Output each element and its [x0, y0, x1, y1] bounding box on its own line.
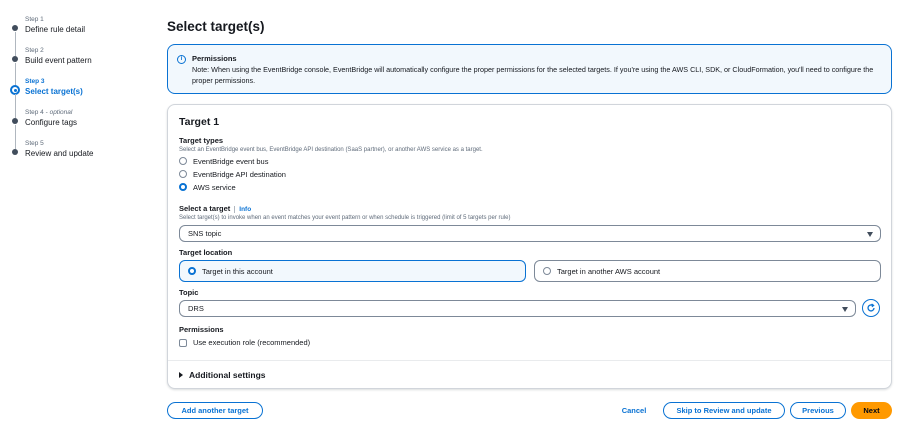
info-circle-icon: i — [177, 55, 186, 64]
alert-body: Note: When using the EventBridge console, EventBridge will automatically configure the proper permissions for the selected targets. If you're using the AWS CLI, SDK, or CloudFormation, you'll need to configure the proper permissions. — [192, 65, 874, 85]
step-dot — [12, 118, 18, 124]
tile-label: Target in another AWS account — [557, 266, 661, 276]
step-number — [25, 105, 160, 117]
step-name: Configure tags — [25, 118, 78, 127]
execution-role-checkbox[interactable] — [179, 339, 187, 347]
previous-button[interactable]: Previous — [790, 402, 846, 419]
step-dot — [12, 56, 18, 62]
tile-this-account[interactable] — [179, 260, 526, 282]
step-name: Define rule detail — [25, 25, 86, 34]
caret-down-icon — [867, 232, 873, 237]
step-4[interactable] — [10, 105, 160, 136]
topic-select-value: DRS — [188, 304, 204, 313]
radio-label: EventBridge event bus — [193, 156, 269, 166]
target-title: Target 1 — [179, 116, 220, 128]
target-select[interactable] — [179, 225, 881, 242]
radio-button-selected[interactable] — [188, 267, 196, 275]
step-1[interactable] — [10, 12, 160, 43]
step-number-text: Step 4 - — [25, 109, 50, 116]
radio-button-selected[interactable] — [179, 183, 187, 191]
target-types-label: Target types — [179, 136, 224, 145]
radio-api-destination[interactable] — [179, 168, 286, 180]
caret-down-icon — [842, 307, 848, 312]
topic-label: Topic — [179, 288, 199, 297]
step-number: Step 2 — [25, 47, 44, 54]
step-optional: optional — [49, 109, 73, 116]
additional-settings-toggle[interactable] — [179, 370, 266, 380]
step-number: Step 1 — [25, 16, 44, 23]
radio-aws-service[interactable] — [179, 181, 236, 193]
radio-button[interactable] — [179, 157, 187, 165]
select-target-label-text: Select a target — [179, 204, 231, 213]
select-target-label — [179, 204, 251, 213]
target-location-label: Target location — [179, 248, 233, 257]
step-number: Step 3 — [25, 78, 45, 85]
add-another-target-button[interactable]: Add another target — [167, 402, 263, 419]
target-types-description: Select an EventBridge event bus, EventBridge API destination (SaaS partner), or another AWS service as a target. — [179, 147, 483, 153]
skip-to-review-button[interactable]: Skip to Review and update — [663, 402, 785, 419]
step-name: Build event pattern — [25, 56, 92, 65]
step-dot — [12, 149, 18, 155]
refresh-button[interactable] — [862, 299, 880, 317]
radio-event-bus[interactable] — [179, 155, 268, 167]
radio-label: AWS service — [193, 182, 236, 192]
target-card — [167, 104, 892, 389]
alert-title: Permissions — [192, 54, 237, 63]
cancel-button[interactable]: Cancel — [616, 402, 652, 419]
caret-right-icon — [179, 372, 183, 378]
info-link[interactable]: Info — [234, 206, 251, 213]
tile-another-account[interactable] — [534, 260, 881, 282]
tile-label: Target in this account — [202, 266, 273, 276]
step-number: Step 5 — [25, 140, 44, 147]
target-select-value: SNS topic — [188, 229, 222, 238]
radio-button[interactable] — [543, 267, 551, 275]
next-button[interactable]: Next — [851, 402, 892, 419]
step-dot — [12, 25, 18, 31]
step-2[interactable] — [10, 43, 160, 74]
additional-settings-label: Additional settings — [189, 370, 266, 380]
step-name: Review and update — [25, 149, 94, 158]
select-target-description: Select target(s) to invoke when an event matches your event pattern or when schedule is triggered (limit of 5 targets per rule) — [179, 215, 511, 221]
refresh-icon — [866, 303, 876, 313]
page-title: Select target(s) — [167, 19, 265, 34]
execution-role-checkbox-row[interactable] — [179, 338, 310, 347]
step-5[interactable] — [10, 136, 160, 167]
step-3 — [10, 74, 160, 105]
checkbox-label: Use execution role (recommended) — [193, 338, 311, 347]
radio-label: EventBridge API destination — [193, 169, 286, 179]
radio-button[interactable] — [179, 170, 187, 178]
permissions-alert — [167, 44, 892, 94]
topic-select[interactable] — [179, 300, 856, 317]
step-name: Select target(s) — [25, 87, 83, 96]
permissions-label: Permissions — [179, 325, 224, 334]
divider — [168, 360, 891, 361]
wizard-steps — [10, 12, 160, 167]
